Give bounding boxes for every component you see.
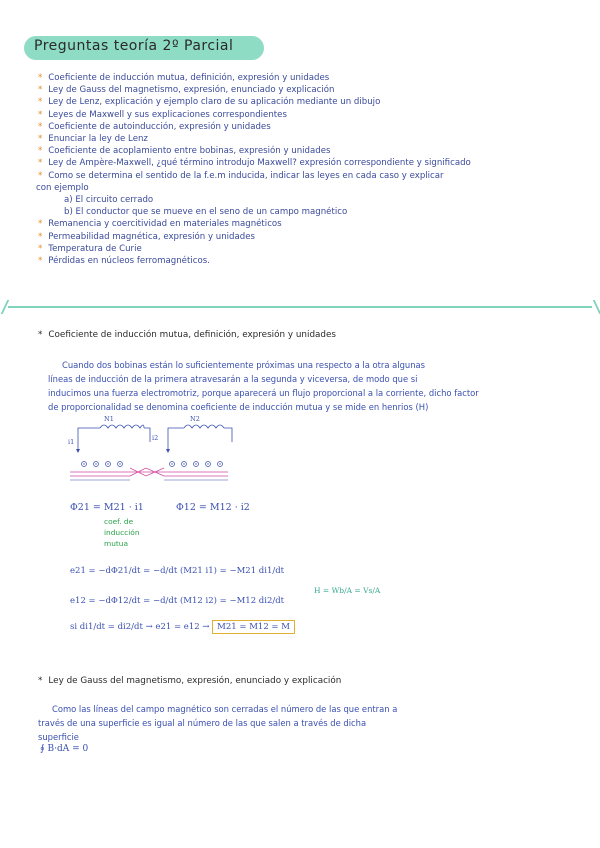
- coil1-label: N1: [104, 415, 114, 423]
- current2-label: i2: [152, 434, 159, 442]
- list-item: * Enunciar la ley de Lenz: [38, 134, 148, 145]
- list-subitem: b) El conductor que se mueve en el seno de un campo magnético: [64, 207, 348, 218]
- mutual-induction-paragraph: Cuando dos bobinas están lo suficientemente próximas una respecto a la otra algunas líneas de inducción de la primera atravesarán a la segunda y viceversa, de modo que si inducimos una fuerza electromotriz, porque aparecerá un flujo proporcional a la corriente, dicho factor de proporcionalidad se denomina coeficiente de inducción mutua y se mide en henrios (H): [48, 360, 479, 412]
- divider-cap-right: [583, 300, 600, 314]
- list-item: * Ley de Gauss del magnetismo, expresión, enunciado y explicación: [38, 85, 335, 96]
- mutual-coefficient-note: coef. de inducción mutua: [104, 517, 140, 548]
- current1-label: i1: [68, 438, 75, 446]
- coupled-coils-diagram: [60, 416, 240, 486]
- coil2-label: N2: [190, 415, 200, 423]
- section-divider: [8, 306, 592, 308]
- gauss-paragraph: Como las líneas del campo magnético son cerradas el número de las que entran a través de una superficie es igual al número de las que salen a través de dicha superficie: [38, 704, 398, 742]
- section-heading-mutual-induction: * Coeficiente de inducción mutua, definición, expresión y unidades: [38, 330, 337, 340]
- list-item: * Coeficiente de autoinducción, expresión y unidades: [38, 121, 271, 132]
- list-item: * Leyes de Maxwell y sus explicaciones correspondientes: [38, 109, 287, 120]
- list-item: * Coeficiente de inducción mutua, definición, expresión y unidades: [38, 73, 330, 83]
- emf-condition: si di1/dt = di2/dt → e21 = e12 → M21 = M12 = M: [70, 622, 295, 632]
- page-title: Preguntas teoría 2º Parcial: [34, 38, 234, 54]
- list-item: * Como se determina el sentido de la f.e.m inducida, indicar las leyes en cada caso y explicar: [38, 170, 444, 181]
- emf-equation-21: e21 = −dΦ21/dt = −d/dt (M21 i1) = −M21 di1/dt: [70, 566, 285, 576]
- list-item: * Pérdidas en núcleos ferromagnéticos.: [38, 256, 210, 267]
- list-subitem: a) El circuito cerrado: [64, 195, 154, 206]
- mutual-equality-box: M21 = M12 = M: [212, 620, 295, 634]
- gauss-formula: ∮ B·dA = 0: [40, 744, 89, 754]
- section-heading-gauss: * Ley de Gauss del magnetismo, expresión, enunciado y explicación: [38, 676, 342, 686]
- list-item: * Ley de Lenz, explicación y ejemplo claro de su aplicación mediante un dibujo: [38, 97, 381, 108]
- flux-equation-1: Φ21 = M21 · i1: [70, 502, 144, 513]
- list-item-continuation: con ejemplo: [36, 182, 89, 193]
- list-item: * Remanencia y coercitividad en materiales magnéticos: [38, 219, 282, 230]
- question-list: [38, 72, 578, 267]
- emf-equation-12: e12 = −dΦ12/dt = −d/dt (M12 i2) = −M12 di2/dt: [70, 596, 285, 606]
- list-item: * Ley de Ampère-Maxwell, ¿qué término introdujo Maxwell? expresión correspondiente y significado: [38, 158, 471, 169]
- list-item: * Temperatura de Curie: [38, 243, 142, 254]
- list-item: * Permeabilidad magnética, expresión y unidades: [38, 231, 255, 242]
- list-item: * Coeficiente de acoplamiento entre bobinas, expresión y unidades: [38, 146, 331, 157]
- henry-units: H = Wb/A = Vs/A: [314, 586, 381, 595]
- flux-equation-2: Φ12 = M12 · i2: [176, 502, 250, 513]
